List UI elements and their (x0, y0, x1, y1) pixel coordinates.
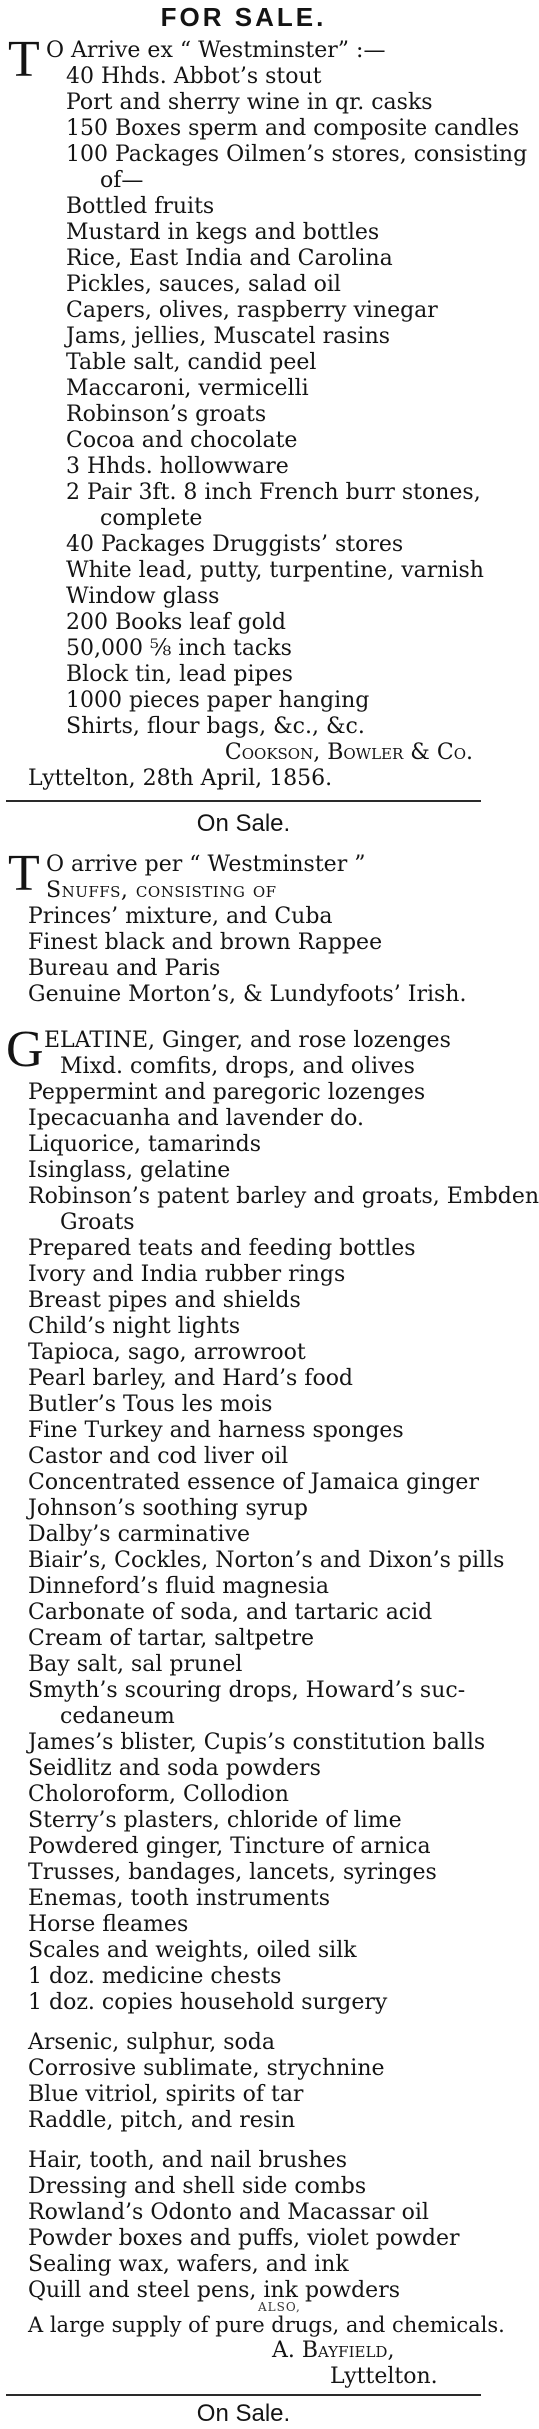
ad1-line: White lead, putty, turpentine, varnish (66, 558, 484, 583)
ad3-line: Raddle, pitch, and resin (28, 2108, 296, 2133)
ad3-line: Peppermint and paregoric lozenges (28, 1080, 426, 1105)
ad1-line: 2 Pair 3ft. 8 inch French burr stones, (66, 480, 481, 505)
ad3-line: Enemas, tooth instruments (28, 1886, 331, 1911)
ad2-line: Genuine Morton’s, & Lundyfoots’ Irish. (28, 982, 467, 1007)
for-sale-heading: FOR SALE. (160, 2, 327, 32)
ad3-line: James’s blister, Cupis’s constitution balls (28, 1730, 486, 1755)
ad1-line: Mustard in kegs and bottles (66, 220, 380, 245)
ad1-line: 40 Packages Druggists’ stores (66, 532, 404, 557)
bayfield-signature: A. Bayfield, (272, 2338, 395, 2363)
ad1-line: 100 Packages Oilmen’s stores, consisting (66, 142, 528, 167)
ad3-line: Smyth’s scouring drops, Howard’s suc- (28, 1678, 466, 1703)
ad3-line: Blue vitriol, spirits of tar (28, 2082, 304, 2107)
divider (6, 2394, 481, 2396)
also-label: ALSO, (258, 2300, 301, 2314)
ad3-line: Butler’s Tous les mois (28, 1392, 273, 1417)
ad3-line: Breast pipes and shields (28, 1288, 301, 1313)
ad1-line: Maccaroni, vermicelli (66, 376, 309, 401)
ad1-line: of— (100, 168, 144, 193)
ad3-line: Robinson’s patent barley and groats, Embden (28, 1184, 539, 1209)
ad1-line: 3 Hhds. hollowware (66, 454, 289, 479)
ad1-line: Window glass (66, 584, 220, 609)
ad1-line: Port and sherry wine in qr. casks (66, 90, 433, 115)
ad1-line: 150 Boxes sperm and composite candles (66, 116, 520, 141)
ad2-line: Snuffs, consisting of (46, 878, 277, 903)
ad1-line: Rice, East India and Carolina (66, 246, 393, 271)
drop-cap-t: T (8, 31, 40, 88)
cookson-signature: Cookson, Bowler & Co. (224, 740, 473, 765)
ad1-line: Robinson’s groats (66, 402, 267, 427)
ad1-line: 200 Books leaf gold (66, 610, 287, 635)
ad3-line: Choloroform, Collodion (28, 1782, 289, 1807)
ad3-line: Seidlitz and soda powders (28, 1756, 321, 1781)
ad1-line: Table salt, candid peel (66, 350, 317, 375)
ad3-line: Corrosive sublimate, strychnine (28, 2056, 385, 2081)
ad3-line: Horse fleames (28, 1912, 189, 1937)
ad2-line: Bureau and Paris (28, 956, 221, 981)
ad3-line: Dinneford’s fluid magnesia (28, 1574, 329, 1599)
ad3-line: Arsenic, sulphur, soda (28, 2030, 275, 2055)
ad3-line: Tapioca, sago, arrowroot (28, 1340, 306, 1365)
drop-cap-t: T (8, 845, 40, 902)
ad3-line: Sealing wax, wafers, and ink (28, 2252, 349, 2277)
ad3-line: Rowland’s Odonto and Macassar oil (28, 2200, 429, 2225)
ad1-line: Pickles, sauces, salad oil (66, 272, 341, 297)
ad1-line: Bottled fruits (66, 194, 215, 219)
ad3-line: Dressing and shell side combs (28, 2174, 367, 2199)
ad3-line: Carbonate of soda, and tartaric acid (28, 1600, 433, 1625)
ad1-line: O Arrive ex “ Westminster” :— (46, 38, 386, 63)
ad1-line: 50,000 ⅝ inch tacks (66, 636, 292, 661)
ad1-line: Jams, jellies, Muscatel rasins (66, 324, 391, 349)
on-sale-heading: On Sale. (196, 810, 291, 837)
ad3-line: Powder boxes and puffs, violet powder (28, 2226, 460, 2251)
ad3-closing: A large supply of pure drugs, and chemicals. (28, 2313, 505, 2337)
ad3-line: Ipecacuanha and lavender do. (28, 1106, 364, 1131)
ad3-line: Isinglass, gelatine (28, 1158, 231, 1183)
ad3-line: 1 doz. medicine chests (28, 1964, 282, 1989)
on-sale-heading-2: On Sale. (196, 2400, 291, 2427)
ad3-line: Dalby’s carminative (28, 1522, 251, 1547)
ad1-line: Capers, olives, raspberry vinegar (66, 298, 438, 323)
ad3-line: Fine Turkey and harness sponges (28, 1418, 404, 1443)
ad3-line: Ivory and India rubber rings (28, 1262, 346, 1287)
ad3-line: Quill and steel pens, ink powders (28, 2278, 401, 2303)
ad3-line: Trusses, bandages, lancets, syringes (28, 1860, 437, 1885)
drop-cap-g: G (6, 1021, 44, 1078)
ad3-line: Scales and weights, oiled silk (28, 1938, 357, 1963)
ad3-line: cedaneum (60, 1704, 175, 1729)
ad3-line: Johnson’s soothing syrup (28, 1496, 308, 1521)
ad3-line: Child’s night lights (28, 1314, 241, 1339)
ad2-line: Princes’ mixture, and Cuba (28, 904, 333, 929)
ad2-line: Finest black and brown Rappee (28, 930, 383, 955)
ad1-line: 40 Hhds. Abbot’s stout (66, 64, 322, 89)
ad3-line: Cream of tartar, saltpetre (28, 1626, 314, 1651)
ad3-line: Castor and cod liver oil (28, 1444, 289, 1469)
ad1-line: Shirts, flour bags, &c., &c. (66, 714, 365, 739)
ad3-line: Groats (60, 1210, 135, 1235)
divider (6, 800, 481, 802)
ad3-line: Prepared teats and feeding bottles (28, 1236, 416, 1261)
ad3-line: Bay salt, sal prunel (28, 1652, 243, 1677)
ad3-line: Pearl barley, and Hard’s food (28, 1366, 354, 1391)
ad1-line: complete (100, 506, 203, 531)
ad3-place: Lyttelton. (330, 2364, 438, 2389)
ad3-line: Hair, tooth, and nail brushes (28, 2148, 347, 2173)
ad3-line: Mixd. comfits, drops, and olives (60, 1054, 415, 1079)
ad1-dateline: Lyttelton, 28th April, 1856. (28, 766, 333, 791)
ad2-line: O arrive per “ Westminster ” (46, 852, 366, 877)
ad3-line: ELATINE, Ginger, and rose lozenges (44, 1028, 451, 1053)
ad3-line: Biair’s, Cockles, Norton’s and Dixon’s pills (28, 1548, 505, 1573)
ad3-line: Concentrated essence of Jamaica ginger (28, 1470, 479, 1495)
ad3-line: Powdered ginger, Tincture of arnica (28, 1834, 431, 1859)
ad1-line: 1000 pieces paper hanging (66, 688, 370, 713)
ad3-line: Liquorice, tamarinds (28, 1132, 262, 1157)
ad3-line: 1 doz. copies household surgery (28, 1990, 388, 2015)
ad3-line: Sterry’s plasters, chloride of lime (28, 1808, 402, 1833)
ad1-line: Cocoa and chocolate (66, 428, 298, 453)
ad1-line: Block tin, lead pipes (66, 662, 293, 687)
